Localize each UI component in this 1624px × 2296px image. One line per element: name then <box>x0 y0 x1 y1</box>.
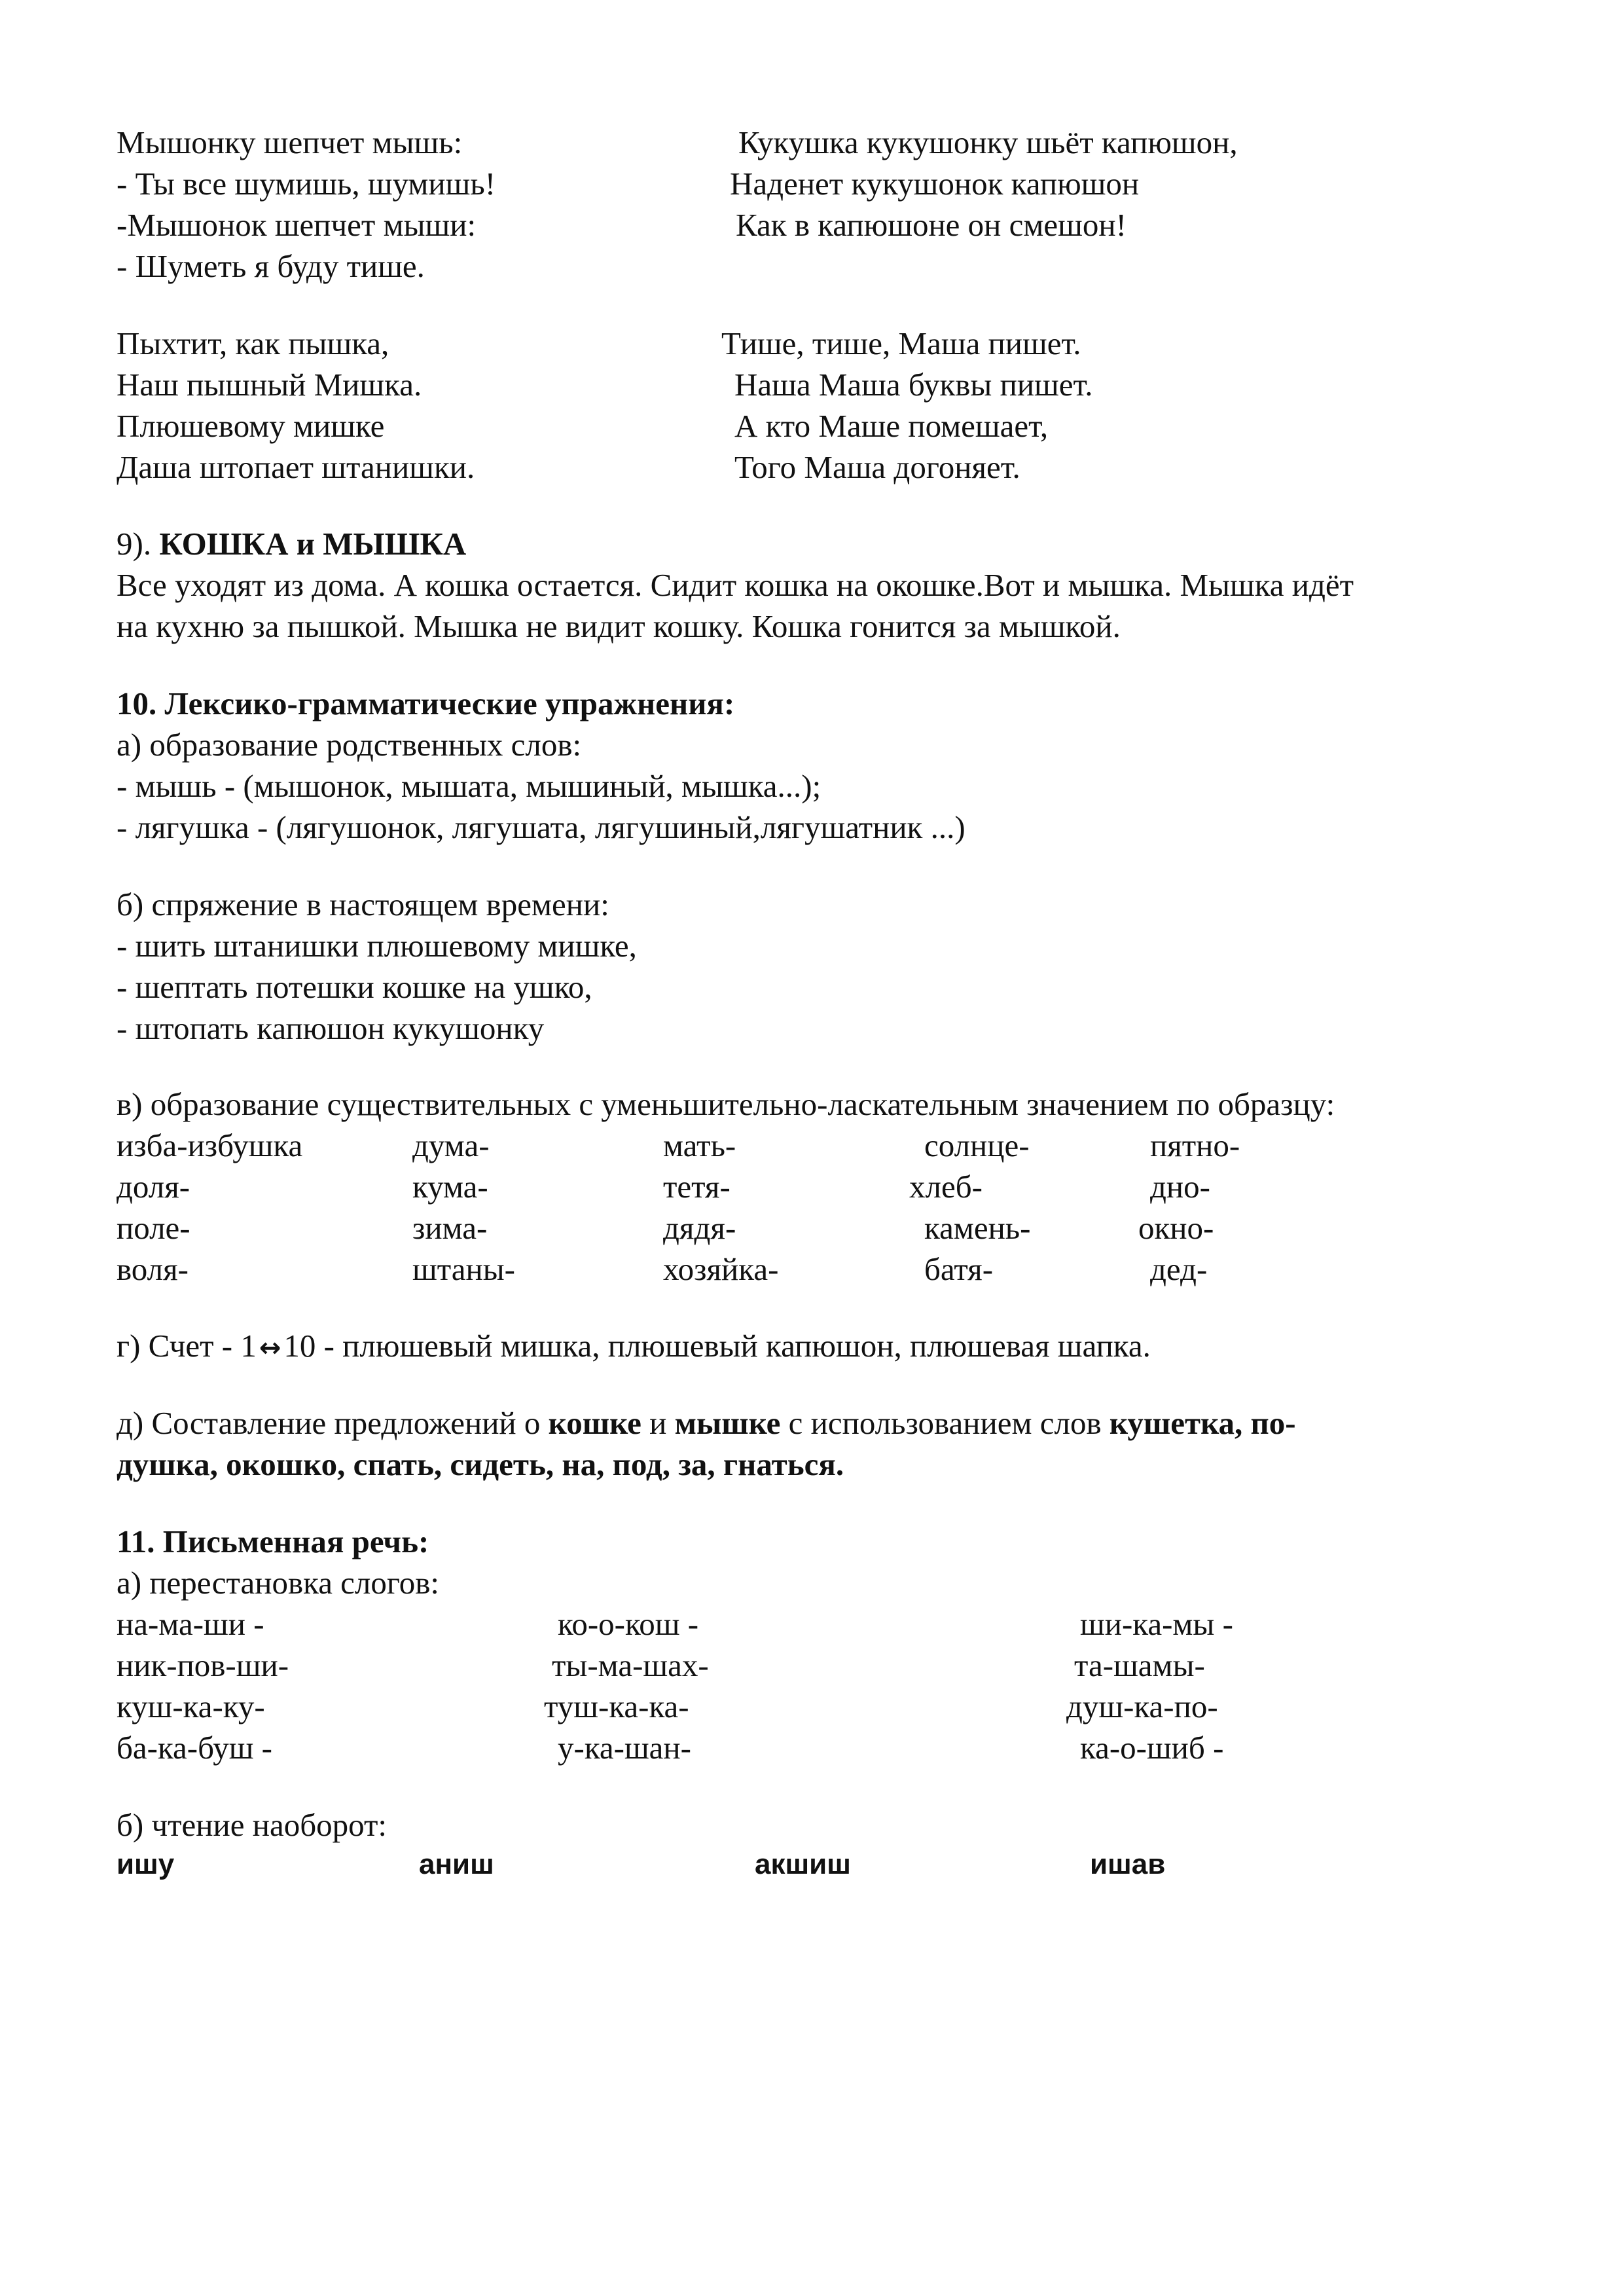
word-cell: изба-избушка <box>117 1127 303 1163</box>
poem-bear-line-1: Пыхтит, как пышка, <box>117 325 389 361</box>
reverse-word: ишу <box>117 1848 175 1880</box>
word-cell: кума- <box>412 1169 488 1205</box>
poem-bear-line-3: Плюшевому мишке <box>117 408 385 444</box>
section-10a-line-2: - лягушка - (лягушонок, лягушата, лягушиный,лягушатник ...) <box>117 809 965 845</box>
syllable-cell: душ-ка-по- <box>1066 1688 1218 1724</box>
word-cell: дума- <box>412 1127 490 1163</box>
word-cell: камень- <box>924 1210 1031 1246</box>
syllable-cell: на-ма-ши - <box>117 1606 264 1642</box>
poem-masha-line-2: Наша Маша буквы пишет. <box>734 367 1093 403</box>
e-words-line-1: кушетка, по- <box>1109 1405 1296 1441</box>
poem-mouse-line-1: Мышонку шепчет мышь: <box>117 124 463 160</box>
syllable-cell: у-ка-шан- <box>558 1730 691 1766</box>
count-rest: 10 - плюшевый мишка, плюшевый капюшон, плюшевая шапка. <box>283 1328 1151 1364</box>
poem-cuckoo-line-1: Кукушка кукушонку шьёт капюшон, <box>738 124 1238 160</box>
section-9-title: КОШКА и МЫШКА <box>159 526 467 562</box>
section-10-title: 10. Лексико-грамматические упражнения: <box>117 685 735 721</box>
e-prefix: д) Составление предложений о <box>117 1405 549 1441</box>
word-cell: пятно- <box>1150 1127 1240 1163</box>
word-cell: дядя- <box>663 1210 736 1246</box>
section-9-heading <box>117 528 466 560</box>
poem-mouse-line-4: - Шуметь я буду тише. <box>117 248 425 284</box>
e-suffix: с использованием слов <box>780 1405 1110 1441</box>
poem-mouse-line-2: - Ты все шумишь, шумишь! <box>117 166 496 202</box>
word-cell: солнце- <box>924 1127 1030 1163</box>
poem-masha-line-3: А кто Маше помешает, <box>734 408 1049 444</box>
section-10c-title: в) образование существительных с уменьшительно-ласкательным значением по образцу: <box>117 1086 1335 1122</box>
section-10a-title: а) образование родственных слов: <box>117 727 582 763</box>
e-mid: и <box>641 1405 675 1441</box>
section-10e-line-1 <box>117 1407 1296 1439</box>
poem-bear-line-4: Даша штопает штанишки. <box>117 449 475 485</box>
syllable-cell: куш-ка-ку- <box>117 1688 265 1724</box>
syllable-cell: ши-ка-мы - <box>1080 1606 1233 1642</box>
word-cell: тетя- <box>663 1169 731 1205</box>
word-cell: дно- <box>1150 1169 1210 1205</box>
word-cell: мать- <box>663 1127 736 1163</box>
section-9-text-line-2: на кухню за пышкой. Мышка не видит кошку. Кошка гонится за мышкой. <box>117 608 1121 644</box>
section-9-number: 9). <box>117 526 152 562</box>
syllable-cell: та-шамы- <box>1074 1647 1205 1683</box>
syllable-cell: ты-ма-шах- <box>552 1647 709 1683</box>
poem-mouse-line-3: -Мышонок шепчет мыши: <box>117 207 477 243</box>
word-cell: дед- <box>1150 1251 1208 1287</box>
word-cell: батя- <box>924 1251 994 1287</box>
poem-masha-line-1: Тише, тише, Маша пишет. <box>721 325 1081 361</box>
section-10b-line-3: - штопать капюшон кукушонку <box>117 1010 545 1046</box>
poem-cuckoo-line-3: Как в капюшоне он смешон! <box>736 207 1127 243</box>
word-cell: зима- <box>412 1210 488 1246</box>
section-11a-title: а) перестановка слогов: <box>117 1565 440 1601</box>
word-cell: воля- <box>117 1251 189 1287</box>
two-way-arrow-icon: ↔ <box>259 1333 281 1363</box>
syllable-cell: ка-о-шиб - <box>1080 1730 1224 1766</box>
poem-masha-line-4: Того Маша догоняет. <box>734 449 1020 485</box>
syllable-cell: ко-о-кош - <box>558 1606 699 1642</box>
section-11b-title: б) чтение наоборот: <box>117 1807 388 1843</box>
section-9-text-line-1: Все уходят из дома. А кошка остается. Сидит кошка на окошке.Вот и мышка. Мышка идёт <box>117 567 1354 603</box>
word-cell: хлеб- <box>909 1169 983 1205</box>
section-10e-line-2: душка, окошко, спать, сидеть, на, под, за, гнаться. <box>117 1446 844 1482</box>
syllable-cell: ба-ка-буш - <box>117 1730 272 1766</box>
word-cell: хозяйка- <box>663 1251 779 1287</box>
e-word-cat: кошке <box>548 1405 641 1441</box>
word-cell: поле- <box>117 1210 190 1246</box>
poem-bear-line-2: Наш пышный Мишка. <box>117 367 422 403</box>
reverse-word: аниш <box>419 1848 494 1880</box>
section-10a-line-1: - мышь - (мышонок, мышата, мышиный, мышка...); <box>117 768 821 804</box>
section-11-title: 11. Письменная речь: <box>117 1523 429 1559</box>
count-prefix: г) Счет - 1 <box>117 1328 257 1364</box>
syllable-cell: туш-ка-ка- <box>544 1688 689 1724</box>
section-10b-line-1: - шить штанишки плюшевому мишке, <box>117 928 637 964</box>
word-cell: штаны- <box>412 1251 515 1287</box>
reverse-word: ишав <box>1090 1848 1166 1880</box>
word-cell: окно- <box>1138 1210 1214 1246</box>
word-cell: доля- <box>117 1169 190 1205</box>
syllable-cell: ник-пов-ши- <box>117 1647 289 1683</box>
section-10d-line <box>117 1330 1151 1362</box>
e-word-mouse: мышке <box>674 1405 781 1441</box>
section-10b-line-2: - шептать потешки кошке на ушко, <box>117 969 592 1005</box>
reverse-word: акшиш <box>755 1848 851 1880</box>
section-10b-title: б) спряжение в настоящем времени: <box>117 886 609 922</box>
poem-cuckoo-line-2: Наденет кукушонок капюшон <box>730 166 1140 202</box>
